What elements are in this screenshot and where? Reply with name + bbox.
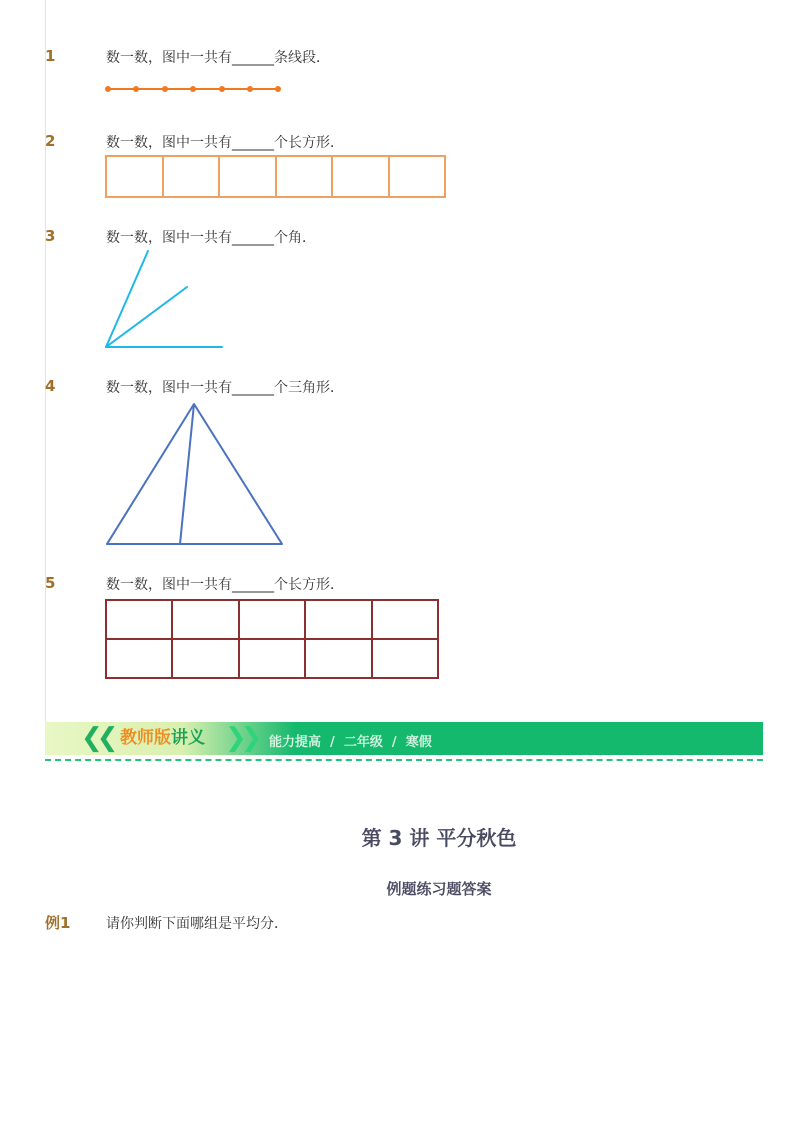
question-5-number: 5 [45,574,56,592]
banner-brand-part2: 讲义 [171,728,205,748]
question-3-number: 3 [45,227,56,245]
example-1-label: 例1 [45,914,71,932]
example-1-text: 请你判断下面哪组是平均分． [106,916,288,932]
question-4-text: 数一数，图中一共有______个三角形． [106,380,344,396]
triangle-outline [107,404,282,544]
teacher-edition-banner [45,722,763,755]
banner-brand-part1: 教师版 [120,728,171,748]
question-1-text: 数一数，图中一共有______条线段． [106,50,330,66]
segment-point [105,86,111,92]
rectangle-row-figure [100,150,452,204]
lecture-title: 第 3 讲 平分秋色 [361,826,517,850]
banner-dashed-divider [45,759,763,761]
segment-point [162,86,168,92]
question-2-number: 2 [45,132,56,150]
angle-figure [100,245,230,355]
line-segment-figure [100,80,290,98]
segment-point [275,86,281,92]
rectangle-grid-figure [100,594,445,684]
left-margin-rule [45,0,46,722]
question-3-text: 数一数，图中一共有______个角． [106,230,316,246]
double-chevron-left-icon: ❮❮ [81,723,113,753]
answers-section-title: 例题练习题答案 [386,880,492,898]
segment-point [247,86,253,92]
double-chevron-right-icon: ❯❯ [225,723,257,753]
triangle-figure [100,398,290,550]
segment-point [190,86,196,92]
banner-brand [120,728,205,748]
segment-point [133,86,139,92]
segment-point [219,86,225,92]
question-5-text: 数一数，图中一共有______个长方形． [106,577,344,593]
banner-breadcrumb: 能力提高 / 二年级 / 寒假 [269,735,432,750]
question-1-number: 1 [45,47,56,65]
question-4-number: 4 [45,377,56,395]
question-2-text: 数一数，图中一共有______个长方形． [106,135,344,151]
